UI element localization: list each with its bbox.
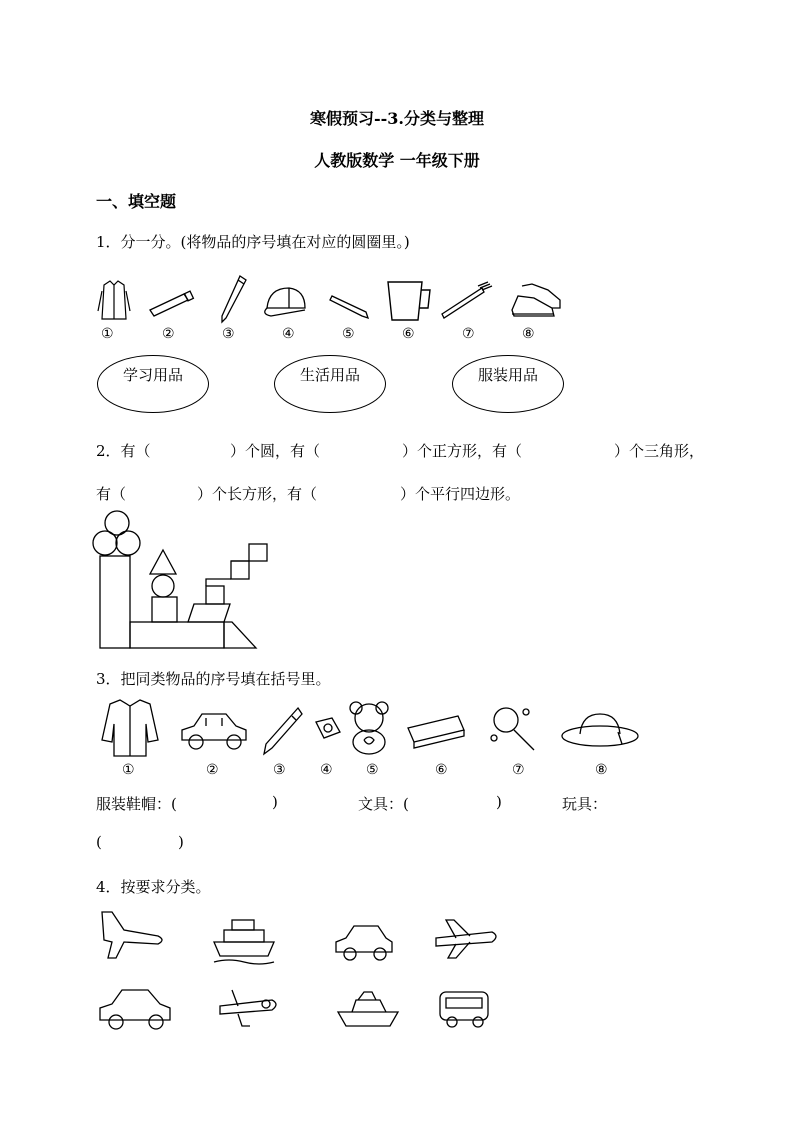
clothing-label: 服装鞋帽：( [96, 795, 177, 813]
sun-hat-icon [562, 714, 638, 746]
rectangle-shape [100, 556, 130, 648]
toys-label: 玩具： [562, 795, 608, 813]
toys-paren-close: ) [178, 833, 184, 851]
pencil-box-icon [408, 716, 464, 748]
q3-number-3: ③ [273, 762, 286, 778]
page-title: 寒假预习--3.分类与整理 [310, 109, 484, 128]
rectangle-shape [130, 622, 224, 648]
category-label-clothing: 服装用品 [477, 366, 538, 384]
q1-number-7: ⑦ [462, 326, 475, 342]
airplane-icon [102, 912, 162, 958]
sharpener-icon [316, 718, 340, 738]
q3-number-8: ⑧ [595, 762, 608, 778]
pen-icon [330, 296, 368, 318]
pencil-icon [222, 276, 246, 322]
car-icon [100, 990, 170, 1029]
category-oval-clothing[interactable] [452, 355, 564, 413]
q1-number-2: ② [162, 326, 175, 342]
square-shape [206, 586, 224, 604]
q3-number-1: ① [122, 762, 135, 778]
q1-number-8: ⑧ [522, 326, 535, 342]
stationery-label: 文具：( [358, 795, 409, 813]
q1-number-1: ① [101, 326, 114, 342]
shoes-icon [512, 284, 560, 316]
cap-icon [265, 288, 305, 316]
airplane-icon [220, 990, 276, 1026]
toothpaste-icon [150, 291, 193, 316]
q2-line2-part2: ）个长方形，有（ [197, 485, 318, 503]
category-oval-daily[interactable] [274, 355, 386, 413]
category-oval-study[interactable] [97, 355, 209, 413]
car-icon [336, 926, 392, 960]
shirt-icon [102, 700, 158, 756]
boat-icon [338, 992, 398, 1026]
stationery-close: ) [496, 793, 502, 811]
airplane-icon [436, 920, 496, 958]
q2-line1-part4: ）个三角形， [614, 442, 705, 460]
question-4-text: 4．按要求分类。 [96, 878, 211, 896]
circle-shape [152, 575, 174, 597]
q2-line1-part1: 2．有（ [96, 442, 151, 460]
q1-number-4: ④ [282, 326, 295, 342]
rattle-drum-icon [491, 708, 534, 750]
coat-icon [98, 281, 130, 319]
q2-line1-part3: ）个正方形，有（ [402, 442, 523, 460]
circle-shape [116, 531, 140, 555]
q2-line2-part1: 有（ [96, 485, 127, 503]
category-label-study: 学习用品 [122, 366, 183, 384]
car-icon [182, 714, 246, 749]
section-heading: 一、填空题 [96, 192, 177, 211]
category-label-daily: 生活用品 [299, 366, 360, 384]
question-3-text: 3．把同类物品的序号填在括号里。 [96, 670, 331, 688]
q1-number-5: ⑤ [342, 326, 355, 342]
q1-number-6: ⑥ [402, 326, 415, 342]
parallelogram-shape [188, 604, 230, 622]
question-1-text: 1．分一分。(将物品的序号填在对应的圆圈里。) [96, 233, 410, 251]
q3-number-2: ② [206, 762, 219, 778]
q2-line1-part2: ）个圆，有（ [230, 442, 321, 460]
teddy-bear-icon [350, 702, 388, 754]
q4-vehicles [96, 906, 516, 1031]
square-shape [231, 561, 249, 579]
cup-icon [388, 282, 430, 320]
pen-icon [264, 708, 302, 754]
circle-shape [93, 531, 117, 555]
q3-icons [96, 700, 656, 760]
trapezoid-shape [224, 622, 256, 648]
page-subtitle: 人教版数学 一年级下册 [314, 151, 480, 170]
q3-number-7: ⑦ [512, 762, 525, 778]
ship-icon [214, 920, 274, 964]
q2-line2-part3: ）个平行四边形。 [400, 485, 521, 503]
clothing-close: ) [272, 793, 278, 811]
bus-icon [440, 992, 488, 1027]
square-shape [249, 544, 267, 561]
shapes-figure [90, 510, 270, 655]
q3-number-5: ⑤ [366, 762, 379, 778]
toothbrush-icon [442, 282, 492, 318]
toys-paren-open: ( [96, 833, 102, 851]
q3-number-6: ⑥ [435, 762, 448, 778]
square-shape [152, 597, 177, 622]
triangle-shape [150, 550, 176, 574]
q1-number-3: ③ [222, 326, 235, 342]
q1-icons [96, 276, 576, 326]
q3-number-4: ④ [320, 762, 333, 778]
